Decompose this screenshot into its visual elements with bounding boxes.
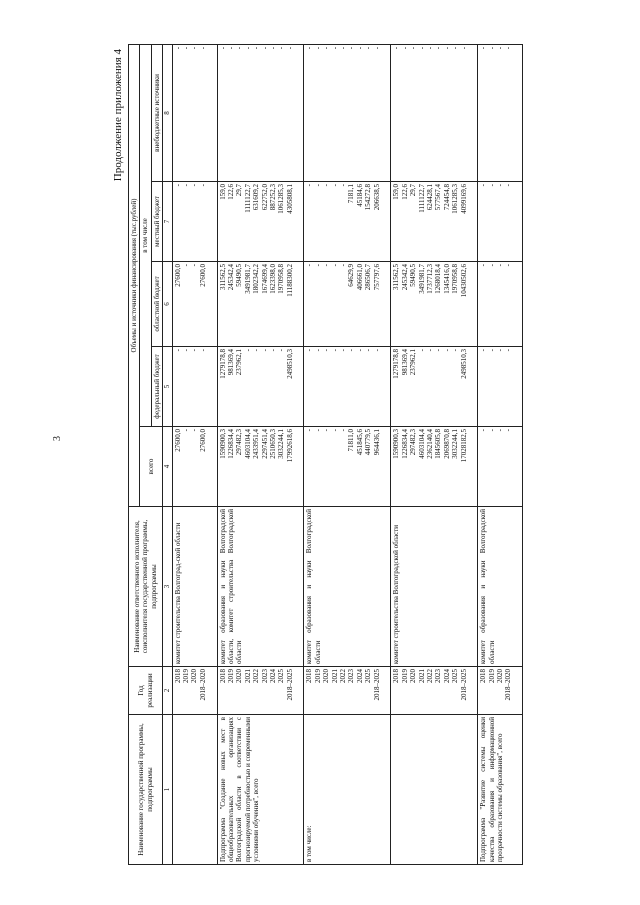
cell-value: - xyxy=(479,349,488,352)
continuation-title: Продолжение приложения 4 xyxy=(112,49,124,182)
cell-value: - xyxy=(182,46,191,50)
cell-value: - xyxy=(442,349,451,352)
financing-table xyxy=(128,44,523,865)
cell-value: 71811,0 xyxy=(347,429,356,452)
regional-cell xyxy=(391,262,478,347)
cell-value: - xyxy=(417,349,426,352)
cell-value: - xyxy=(198,184,207,187)
regional-cell xyxy=(172,262,217,347)
program-name-cell xyxy=(217,715,304,865)
cell-value: - xyxy=(496,184,505,187)
regional-cell xyxy=(304,262,391,347)
cell-value: - xyxy=(330,429,339,432)
extra-cell xyxy=(217,44,304,181)
cell-value: - xyxy=(313,264,322,267)
year-cell xyxy=(391,667,478,715)
cell-value: 2498510,3 xyxy=(459,349,468,379)
cell-value: 2022 xyxy=(252,669,261,683)
header-including: в том числе xyxy=(140,44,151,426)
cell-value: 981369,4 xyxy=(226,349,235,376)
cell-value: - xyxy=(504,349,513,352)
table-row xyxy=(217,44,304,864)
cell-value: - xyxy=(173,349,182,352)
cell-value: - xyxy=(305,429,314,432)
cell-value: - xyxy=(479,184,488,187)
cell-value: 406661,0 xyxy=(355,264,364,291)
regional-cell xyxy=(478,262,523,347)
cell-value: 2498510,3 xyxy=(285,349,294,379)
cell-value: 2025 xyxy=(451,669,460,683)
cell-value: 2023 xyxy=(434,669,443,683)
cell-value: 2023 xyxy=(347,669,356,683)
cell-value: - xyxy=(190,184,199,187)
executor-name: комитет образования и науки Волгоградской области xyxy=(305,509,322,664)
executor-name: комитет образования и науки Волгоградской области, комитет строительства Волгоградской области xyxy=(218,509,244,664)
cell-value: 1268018,4 xyxy=(434,264,443,294)
cell-value: 2024 xyxy=(442,669,451,683)
cell-value: - xyxy=(190,46,199,50)
federal-cell xyxy=(391,347,478,427)
cell-value: 1226834,4 xyxy=(226,429,235,459)
cell-value: - xyxy=(479,429,488,432)
cell-value: - xyxy=(322,349,331,352)
extra-cell xyxy=(391,44,478,181)
cell-value: - xyxy=(173,184,182,187)
extra-cell xyxy=(304,44,391,181)
cell-value: - xyxy=(182,184,191,187)
cell-value: - xyxy=(339,184,348,187)
cell-value: - xyxy=(487,349,496,352)
cell-value: 631609,2 xyxy=(252,184,261,211)
cell-value: - xyxy=(504,46,513,50)
year-cell xyxy=(172,667,217,715)
program-name: Подпрограмма "Развитие системы оценки качества образования и информационной прозрачности системы образования", всего xyxy=(479,717,505,862)
cell-value: 4099169,6 xyxy=(459,184,468,214)
cell-value: - xyxy=(339,349,348,352)
col-number: 1 xyxy=(163,715,172,865)
cell-value: - xyxy=(313,184,322,187)
cell-value: 2020 xyxy=(322,669,331,683)
table-row xyxy=(304,44,391,864)
header-local: местный бюджет xyxy=(151,182,162,262)
cell-value: 27600,0 xyxy=(173,429,182,452)
cell-value: 311562,5 xyxy=(218,264,227,290)
program-name: Подпрограмма "Создание новых мест в общеобразовательных организациях Волгоградской области в соответствии с прогнозируемой потребностью и современными условиями обучения", всего xyxy=(218,717,261,862)
cell-value: 311562,5 xyxy=(392,264,401,290)
header-funding: Объемы и источники финансирования (тыс.рублей) xyxy=(129,44,140,506)
cell-value: 2019 xyxy=(487,669,496,683)
cell-value: 1623398,0 xyxy=(268,264,277,294)
cell-value: - xyxy=(425,46,434,50)
cell-value: - xyxy=(372,349,381,352)
cell-value: - xyxy=(330,46,339,50)
cell-value: 2018–2020 xyxy=(504,669,513,701)
cell-value: - xyxy=(434,349,443,352)
cell-value: - xyxy=(226,46,235,50)
col-number: 7 xyxy=(163,182,172,262)
cell-value: - xyxy=(182,429,191,432)
cell-value: 577567,4 xyxy=(434,184,443,211)
cell-value: - xyxy=(487,46,496,50)
cell-value: 2018 xyxy=(392,669,401,683)
cell-value: - xyxy=(364,46,373,50)
cell-value: 4603104,4 xyxy=(417,429,426,459)
header-federal: федеральный бюджет xyxy=(151,347,162,427)
cell-value: 624428,1 xyxy=(425,184,434,211)
cell-value: 10430502,6 xyxy=(459,264,468,298)
cell-value: 159,0 xyxy=(392,184,401,200)
cell-value: - xyxy=(190,264,199,267)
executor-name: комитет строительства Волгоградской области xyxy=(392,524,401,664)
cell-value: - xyxy=(504,429,513,432)
cell-value: - xyxy=(330,184,339,187)
cell-value: - xyxy=(305,264,314,267)
cell-value: 1590900,3 xyxy=(392,429,401,459)
total-cell xyxy=(478,427,523,507)
year-cell xyxy=(217,667,304,715)
cell-value: 2020 xyxy=(496,669,505,683)
cell-value: 59490,5 xyxy=(235,264,244,287)
cell-value: 887252,3 xyxy=(268,184,277,211)
table-row xyxy=(172,44,217,864)
cell-value: 2021 xyxy=(330,669,339,683)
cell-value: 1845605,8 xyxy=(434,429,443,459)
executor-name: комитет образования и науки Волгоградской области xyxy=(479,509,496,664)
cell-value: 1111122,7 xyxy=(417,184,426,213)
program-name-cell xyxy=(478,715,523,865)
cell-value: - xyxy=(330,264,339,267)
cell-value: 1279178,8 xyxy=(392,349,401,379)
cell-value: - xyxy=(409,46,418,50)
cell-value: 3032244,1 xyxy=(277,429,286,459)
cell-value: 45184,6 xyxy=(355,184,364,207)
cell-value: - xyxy=(285,46,294,50)
header-regional: областной бюджет xyxy=(151,262,162,347)
cell-value: 2022 xyxy=(425,669,434,683)
cell-value: - xyxy=(459,46,468,50)
cell-value: - xyxy=(198,349,207,352)
cell-value: 1674699,4 xyxy=(260,264,269,294)
cell-value: 2021 xyxy=(417,669,426,683)
cell-value: - xyxy=(347,349,356,352)
federal-cell xyxy=(172,347,217,427)
cell-value: - xyxy=(355,46,364,50)
cell-value: - xyxy=(260,46,269,50)
cell-value: 154272,8 xyxy=(364,184,373,211)
cell-value: 1111122,7 xyxy=(243,184,252,213)
cell-value: 17992618,6 xyxy=(285,429,294,463)
local-cell xyxy=(391,182,478,262)
cell-value: - xyxy=(442,46,451,50)
cell-value: 4305808,1 xyxy=(285,184,294,214)
local-cell xyxy=(217,182,304,262)
regional-cell xyxy=(217,262,304,347)
cell-value: 245342,4 xyxy=(226,264,235,291)
cell-value: - xyxy=(243,46,252,50)
executor-cell xyxy=(304,507,391,667)
local-cell xyxy=(172,182,217,262)
cell-value: - xyxy=(496,264,505,267)
cell-value: 1061285,3 xyxy=(451,184,460,214)
cell-value: 1802342,2 xyxy=(252,264,261,294)
cell-value: 2021 xyxy=(243,669,252,683)
cell-value: - xyxy=(277,46,286,50)
year-cell xyxy=(304,667,391,715)
cell-value: 2024 xyxy=(355,669,364,683)
cell-value: - xyxy=(322,46,331,50)
cell-value: 2019 xyxy=(313,669,322,683)
program-name-cell xyxy=(172,715,217,865)
cell-value: 3491981,7 xyxy=(417,264,426,294)
cell-value: - xyxy=(190,349,199,352)
cell-value: 17028182,5 xyxy=(459,429,468,463)
cell-value: - xyxy=(322,264,331,267)
cell-value: 2069870,8 xyxy=(442,429,451,459)
cell-value: 2022 xyxy=(339,669,348,683)
cell-value: 206638,5 xyxy=(372,184,381,211)
local-cell xyxy=(478,182,523,262)
cell-value: - xyxy=(190,429,199,432)
cell-value: 1226834,4 xyxy=(400,429,409,459)
cell-value: - xyxy=(504,264,513,267)
cell-value: 2020 xyxy=(190,669,199,683)
cell-value: 2297451,4 xyxy=(260,429,269,459)
cell-value: 3491981,7 xyxy=(243,264,252,294)
cell-value: 297482,3 xyxy=(235,429,244,456)
cell-value: 3032244,1 xyxy=(451,429,460,459)
cell-value: 451845,6 xyxy=(355,429,364,456)
cell-value: 237962,1 xyxy=(235,349,244,376)
program-name: в том числе: xyxy=(305,825,314,862)
cell-value: 64629,9 xyxy=(347,264,356,287)
local-cell xyxy=(304,182,391,262)
header-extra: внебюджетные источники xyxy=(151,44,162,181)
cell-value: - xyxy=(277,349,286,352)
cell-value: 1061285,3 xyxy=(277,184,286,214)
cell-value: 27600,0 xyxy=(198,429,207,452)
cell-value: 2018–2020 xyxy=(198,669,207,701)
cell-value: 245342,4 xyxy=(400,264,409,291)
cell-value: 27600,0 xyxy=(173,264,182,287)
cell-value: - xyxy=(425,349,434,352)
cell-value: 4603104,4 xyxy=(243,429,252,459)
cell-value: - xyxy=(252,349,261,352)
cell-value: 2018–2025 xyxy=(285,669,294,701)
federal-cell xyxy=(304,347,391,427)
cell-value: - xyxy=(313,429,322,432)
executor-cell xyxy=(217,507,304,667)
cell-value: - xyxy=(313,349,322,352)
cell-value: - xyxy=(339,46,348,50)
cell-value: - xyxy=(479,264,488,267)
cell-value: 2019 xyxy=(400,669,409,683)
cell-value: - xyxy=(372,46,381,50)
cell-value: - xyxy=(305,46,314,50)
cell-value: 7181,1 xyxy=(347,184,356,204)
cell-value: 440779,5 xyxy=(364,429,373,456)
cell-value: 2018 xyxy=(479,669,488,683)
federal-cell xyxy=(478,347,523,427)
cell-value: - xyxy=(479,46,488,50)
cell-value: 159,0 xyxy=(218,184,227,200)
cell-value: 297482,3 xyxy=(409,429,418,456)
col-number: 2 xyxy=(163,667,172,715)
cell-value: 1970958,8 xyxy=(451,264,460,294)
cell-value: 1970958,8 xyxy=(277,264,286,294)
cell-value: - xyxy=(260,349,269,352)
cell-value: 2025 xyxy=(364,669,373,683)
cell-value: - xyxy=(235,46,244,50)
cell-value: 2020 xyxy=(409,669,418,683)
cell-value: - xyxy=(417,46,426,50)
program-name-cell xyxy=(391,715,478,865)
cell-value: 122,6 xyxy=(400,184,409,200)
cell-value: - xyxy=(339,264,348,267)
cell-value: - xyxy=(434,46,443,50)
cell-value: 2025 xyxy=(277,669,286,683)
cell-value: - xyxy=(268,349,277,352)
cell-value: - xyxy=(330,349,339,352)
cell-value: - xyxy=(313,46,322,50)
cell-value: - xyxy=(496,46,505,50)
cell-value: 1345416,0 xyxy=(442,264,451,294)
cell-value: 29,7 xyxy=(235,184,244,197)
cell-value: - xyxy=(355,349,364,352)
cell-value: 11188300,2 xyxy=(285,264,294,297)
cell-value: - xyxy=(305,349,314,352)
cell-value: 2020 xyxy=(235,669,244,683)
header-year: Год реализации xyxy=(129,667,163,715)
cell-value: 2018 xyxy=(173,669,182,683)
cell-value: - xyxy=(487,184,496,187)
program-name-cell xyxy=(304,715,391,865)
cell-value: 2018–2025 xyxy=(459,669,468,701)
cell-value: 2019 xyxy=(226,669,235,683)
cell-value: - xyxy=(451,46,460,50)
cell-value: 2433951,4 xyxy=(252,429,261,459)
cell-value: 622752,0 xyxy=(260,184,269,211)
header-total: всего xyxy=(140,427,163,507)
cell-value: 964436,1 xyxy=(372,429,381,456)
cell-value: - xyxy=(400,46,409,50)
col-number: 4 xyxy=(163,427,172,507)
cell-value: - xyxy=(496,349,505,352)
cell-value: 2362140,4 xyxy=(425,429,434,459)
year-cell xyxy=(478,667,523,715)
extra-cell xyxy=(478,44,523,181)
col-number: 5 xyxy=(163,347,172,427)
executor-cell xyxy=(478,507,523,667)
cell-value: 1279178,8 xyxy=(218,349,227,379)
cell-value: - xyxy=(339,429,348,432)
cell-value: 1590900,3 xyxy=(218,429,227,459)
table-row xyxy=(391,44,478,864)
cell-value: - xyxy=(487,264,496,267)
cell-value: 2018–2025 xyxy=(372,669,381,701)
cell-value: - xyxy=(182,349,191,352)
cell-value: 237962,1 xyxy=(409,349,418,376)
executor-name: комитет строительства Волгоград-ской области xyxy=(173,522,182,664)
cell-value: - xyxy=(305,184,314,187)
cell-value: - xyxy=(487,429,496,432)
cell-value: - xyxy=(218,46,227,50)
cell-value: 27600,0 xyxy=(198,264,207,287)
cell-value: 2019 xyxy=(182,669,191,683)
cell-value: 2023 xyxy=(260,669,269,683)
cell-value: - xyxy=(322,184,331,187)
total-cell xyxy=(391,427,478,507)
table-row xyxy=(478,44,523,864)
table-body xyxy=(172,44,523,864)
col-number: 6 xyxy=(163,262,172,347)
header-executor: Наименование ответственного исполнителя, соисполнителя государственной программы, подпрограммы xyxy=(129,507,163,667)
cell-value: 981369,4 xyxy=(400,349,409,376)
cell-value: - xyxy=(392,46,401,50)
cell-value: - xyxy=(198,46,207,50)
cell-value: - xyxy=(182,264,191,267)
cell-value: - xyxy=(252,46,261,50)
cell-value: 59490,5 xyxy=(409,264,418,287)
cell-value: 2024 xyxy=(268,669,277,683)
page-number: 3 xyxy=(52,436,63,441)
cell-value: - xyxy=(347,46,356,50)
cell-value: 122,6 xyxy=(226,184,235,200)
executor-cell xyxy=(172,507,217,667)
cell-value: - xyxy=(268,46,277,50)
total-cell xyxy=(172,427,217,507)
cell-value: 1737712,3 xyxy=(425,264,434,294)
cell-value: - xyxy=(364,349,373,352)
federal-cell xyxy=(217,347,304,427)
cell-value: 757797,6 xyxy=(372,264,381,291)
cell-value: - xyxy=(322,429,331,432)
col-number: 3 xyxy=(163,507,172,667)
total-cell xyxy=(304,427,391,507)
cell-value: - xyxy=(243,349,252,352)
cell-value: 2018 xyxy=(305,669,314,683)
cell-value: - xyxy=(451,349,460,352)
executor-cell xyxy=(391,507,478,667)
cell-value: - xyxy=(496,429,505,432)
col-number: 8 xyxy=(163,44,172,181)
cell-value: 286506,7 xyxy=(364,264,373,291)
cell-value: 2018 xyxy=(218,669,227,683)
cell-value: 2510650,3 xyxy=(268,429,277,459)
cell-value: - xyxy=(173,46,182,50)
cell-value: 724454,8 xyxy=(442,184,451,211)
extra-cell xyxy=(172,44,217,181)
rotated-page xyxy=(112,45,607,865)
total-cell xyxy=(217,427,304,507)
cell-value: 29,7 xyxy=(409,184,418,197)
cell-value: - xyxy=(504,184,513,187)
header-program-name: Наименование государственной программы, подпрограммы xyxy=(129,715,163,865)
